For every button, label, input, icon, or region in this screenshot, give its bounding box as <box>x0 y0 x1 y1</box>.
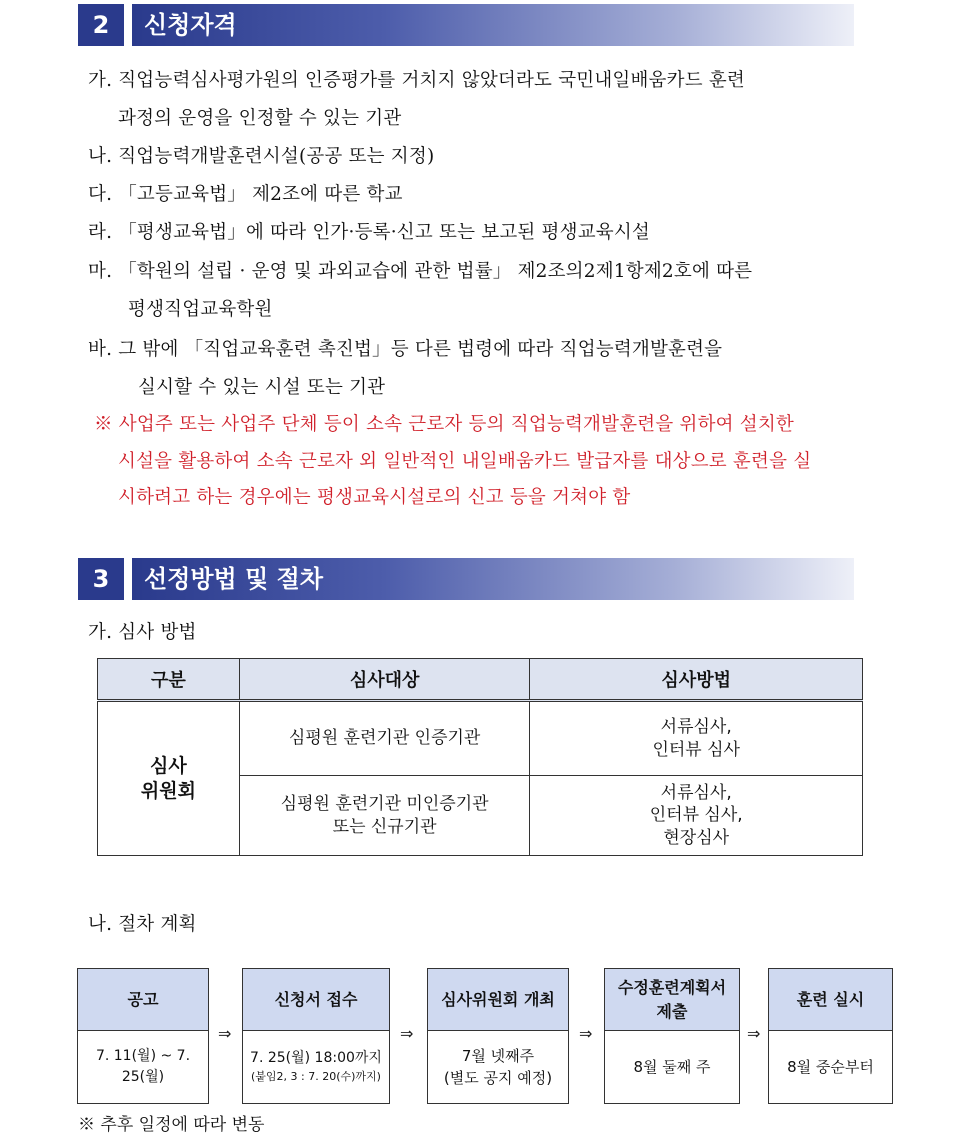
eligibility-item-na: 나. 직업능력개발훈련시설(공공 또는 지정) <box>88 146 435 167</box>
step-2-detail <box>243 1031 389 1103</box>
review-method-table <box>97 658 863 856</box>
table-header-method: 심사방법 <box>530 659 863 701</box>
target-cell-2 <box>239 776 530 856</box>
step-3-title <box>428 969 568 1031</box>
step-5-detail <box>769 1031 892 1103</box>
eligibility-item-ga: 가. 직업능력심사평가원의 인증평가를 거치지 않았더라도 국민내일배움카드 훈련 <box>88 70 745 91</box>
method-2-line-1: 서류심사, <box>660 783 732 804</box>
eligibility-item-ma-cont: 평생직업교육학원 <box>128 299 273 320</box>
arrow-icon: ⇒ <box>400 1024 414 1043</box>
eligibility-item-ma: 마. 「학원의 설립 · 운영 및 과외교습에 관한 법률」 제2조의2제1항제2호에 따른 <box>88 261 753 282</box>
schedule-footnote: ※ 추후 일정에 따라 변동 <box>78 1115 265 1135</box>
step-4-title <box>605 969 739 1031</box>
category-cell <box>98 701 240 856</box>
eligibility-item-ra: 라. 「평생교육법」에 따라 인가·등록·신고 또는 보고된 평생교육시설 <box>88 222 650 243</box>
step-3-detail-line-2: (별도 공지 예정) <box>443 1069 553 1087</box>
eligibility-item-ga-cont: 과정의 운영을 인정할 수 있는 기관 <box>118 108 402 129</box>
step-2-detail-sub: (붙임2, 3 : 7. 20(수)까지) <box>251 1070 381 1084</box>
step-4-detail-text: 8월 둘째 주 <box>633 1057 711 1076</box>
eligibility-note-line-2: 시설을 활용하여 소속 근로자 외 일반적인 내일배움카드 발급자를 대상으로 훈련을 실 <box>118 451 812 472</box>
procedure-heading: 나. 절차 계획 <box>88 914 197 935</box>
method-1-line-2: 인터뷰 심사 <box>652 739 740 760</box>
eligibility-item-ba: 바. 그 밖에 「직업교육훈련 촉진법」등 다른 법령에 따라 직업능력개발훈련을 <box>88 339 723 360</box>
step-1-detail-text: 7. 11(월) ~ 7. 25(월) <box>95 1048 191 1085</box>
target-2-line-2: 또는 신규기관 <box>332 816 437 837</box>
step-2-title <box>243 969 389 1031</box>
procedure-step-training <box>768 968 893 1104</box>
category-line-2: 위원회 <box>140 779 196 802</box>
step-1-title <box>78 969 208 1031</box>
step-3-title-text: 심사위원회 개최 <box>441 989 555 1009</box>
section-3-title: 선정방법 및 절차 <box>132 558 854 600</box>
section-2-header <box>78 4 854 46</box>
section-2-number: 2 <box>78 4 124 46</box>
eligibility-note-line-3: 시하려고 하는 경우에는 평생교육시설로의 신고 등을 거쳐야 함 <box>118 487 631 508</box>
procedure-step-application <box>242 968 390 1104</box>
eligibility-item-da: 다. 「고등교육법」 제2조에 따른 학교 <box>88 184 403 205</box>
section-3-number: 3 <box>78 558 124 600</box>
step-4-detail <box>605 1031 739 1103</box>
procedure-step-committee <box>427 968 569 1104</box>
method-cell-1 <box>530 701 863 776</box>
section-2-title: 신청자격 <box>132 4 854 46</box>
step-4-title-wrap <box>618 976 726 1024</box>
step-4-title-line-1: 수정훈련계획서 <box>617 977 727 997</box>
eligibility-item-ba-cont: 실시할 수 있는 시설 또는 기관 <box>138 377 386 398</box>
step-2-detail-text: 7. 25(월) 18:00까지 <box>250 1050 382 1067</box>
table-row <box>98 701 863 776</box>
arrow-icon: ⇒ <box>218 1024 232 1043</box>
step-3-detail <box>428 1031 568 1103</box>
step-2-title-text: 신청서 접수 <box>274 989 358 1009</box>
table-header-category: 구분 <box>98 659 240 701</box>
procedure-step-revised-plan <box>604 968 740 1104</box>
method-2-line-2: 인터뷰 심사, <box>649 805 743 826</box>
table-header-target: 심사대상 <box>239 659 530 701</box>
step-4-title-line-2: 제출 <box>656 1001 688 1021</box>
target-1-line-1: 심평원 훈련기관 인증기관 <box>288 728 481 749</box>
review-method-heading: 가. 심사 방법 <box>88 622 197 643</box>
category-line-1: 심사 <box>150 754 187 777</box>
procedure-step-announcement <box>77 968 209 1104</box>
section-3-header <box>78 558 854 600</box>
eligibility-note-line-1: ※ 사업주 또는 사업주 단체 등이 소속 근로자 등의 직업능력개발훈련을 위하여 설치한 <box>94 414 795 435</box>
target-2-line-1: 심평원 훈련기관 미인증기관 <box>280 794 489 815</box>
method-2-line-3: 현장심사 <box>663 827 730 848</box>
target-cell-1 <box>239 701 530 776</box>
step-1-title-text: 공고 <box>127 989 159 1009</box>
step-5-title <box>769 969 892 1031</box>
step-5-title-text: 훈련 실시 <box>796 989 865 1009</box>
method-cell-2 <box>530 776 863 856</box>
step-3-detail-line-1: 7월 넷째주 <box>461 1046 535 1065</box>
arrow-icon: ⇒ <box>747 1024 761 1043</box>
step-1-detail <box>78 1031 208 1103</box>
method-1-line-1: 서류심사, <box>660 717 732 738</box>
step-5-detail-text: 8월 중순부터 <box>787 1057 874 1076</box>
arrow-icon: ⇒ <box>579 1024 593 1043</box>
